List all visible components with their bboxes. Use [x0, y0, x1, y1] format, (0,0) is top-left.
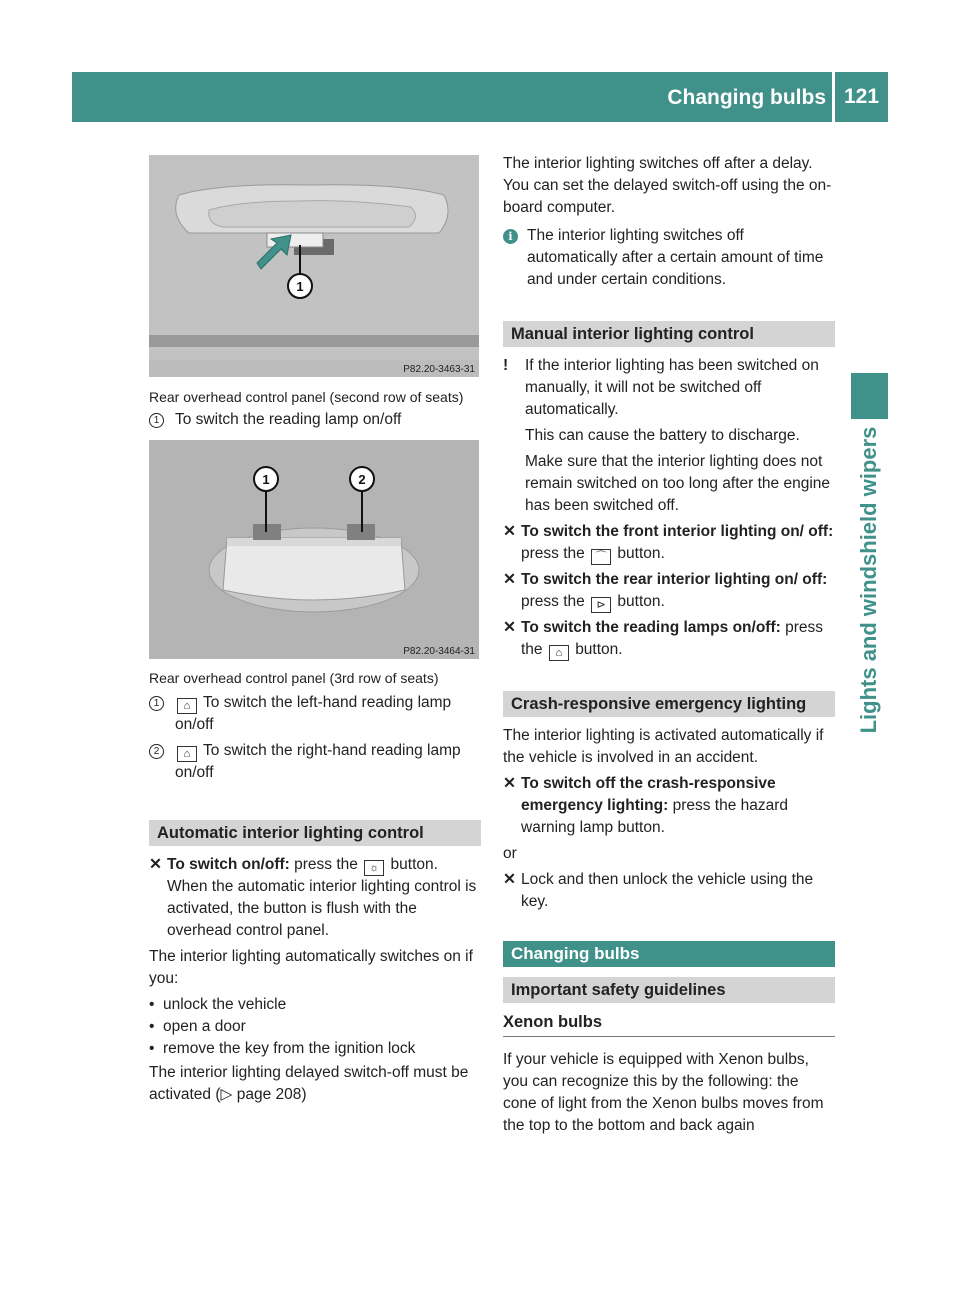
page-header-title: Changing bulbs: [667, 86, 826, 109]
warning-note: [503, 355, 835, 521]
action-label: To switch the front interior lighting on/ off:: [521, 523, 834, 540]
action-text: button.: [617, 593, 665, 610]
front-lighting-icon: ⌒: [591, 549, 611, 565]
legend-number: 2: [149, 744, 164, 759]
photo2-callout-1: 1: [262, 472, 270, 487]
page-reference-paragraph[interactable]: The interior lighting delayed switch-off must be activated (▷ page 208): [149, 1064, 469, 1103]
action-label: To switch on/off:: [167, 856, 290, 873]
or-label: or: [503, 845, 517, 862]
info-icon: i: [503, 229, 518, 244]
action-crash-lighting-off: [503, 773, 835, 839]
action-marker-icon: ✕: [503, 871, 516, 888]
left-section-automatic: [149, 820, 481, 1110]
list-item: • unlock the vehicle: [149, 994, 481, 1016]
paragraph: The interior lighting is activated automatically if the vehicle is involved in an accident.: [503, 727, 824, 766]
action-text: press the: [521, 619, 823, 658]
legend-number: 1: [149, 696, 164, 711]
action-switch-on-off: [149, 854, 481, 876]
reading-lamp-icon: ⌂: [549, 645, 569, 661]
info-text: The interior lighting switches off automatically after a certain amount of time and under certain conditions.: [527, 227, 824, 288]
action-text: button.: [390, 856, 438, 873]
action-text: button.: [617, 545, 665, 562]
paragraph: The interior lighting automatically switches on if you:: [149, 948, 473, 987]
subheading-xenon: Xenon bulbs: [503, 1011, 835, 1037]
action-text: Lock and then unlock the vehicle using the key.: [521, 871, 814, 910]
list-item-text: open a door: [163, 1018, 246, 1035]
photo1-caption: Rear overhead control panel (second row of seats): [149, 389, 464, 405]
section-heading-automatic: Automatic interior lighting control: [149, 820, 481, 846]
reading-lamp-icon: ⌂: [177, 746, 197, 762]
photo2-code: P82.20-3464-31: [403, 646, 475, 657]
warning-text: This can cause the battery to discharge.: [525, 427, 800, 444]
action-text: button.: [575, 641, 623, 658]
photo-third-row-panel: [149, 440, 479, 659]
legend-text: To switch the left-hand reading lamp on/off: [175, 694, 452, 733]
left-caption-block-1: [149, 387, 484, 431]
legend-text: To switch the right-hand reading lamp on/off: [175, 742, 461, 781]
section-heading-manual: Manual interior lighting control: [503, 321, 835, 347]
legend-item: [149, 740, 484, 784]
action-label: To switch the reading lamps on/off:: [521, 619, 781, 636]
photo1-callout-1: 1: [296, 279, 304, 294]
legend-number: 1: [149, 413, 164, 428]
action-label: To switch the rear interior lighting on/ off:: [521, 571, 828, 588]
paragraph: The interior lighting switches off after a delay. You can set the delayed switch-off using the on-board computer.: [503, 155, 832, 216]
action-marker-icon: ✕: [503, 571, 516, 588]
legend-text: To switch the reading lamp on/off: [175, 411, 402, 428]
right-column: [503, 153, 835, 1141]
action-label: To switch off the crash-responsive emergency lighting:: [521, 775, 776, 814]
legend-item: [149, 409, 484, 431]
list-item: • remove the key from the ignition lock: [149, 1038, 481, 1060]
action-marker-icon: ✕: [503, 775, 516, 792]
warning-text: If the interior lighting has been switched on manually, it will not be switched off automatically.: [525, 357, 819, 418]
left-caption-block-2: [149, 668, 484, 784]
list-item-text: unlock the vehicle: [163, 996, 287, 1013]
action-reading-lamps: [503, 617, 835, 661]
section-heading-crash: Crash-responsive emergency lighting: [503, 691, 835, 717]
action-front-lighting: [503, 521, 835, 565]
action-note: When the automatic interior lighting control is activated, the button is flush with the overhead control panel.: [167, 878, 477, 939]
photo-second-row-panel: [149, 155, 479, 377]
action-text: press the: [521, 593, 585, 610]
side-tab-marker: [851, 373, 888, 419]
section-heading-changing-bulbs: Changing bulbs: [503, 941, 835, 967]
side-tab-label: Lights and windshield wipers: [856, 426, 881, 734]
list-item: • open a door: [149, 1016, 481, 1038]
auto-lighting-icon: ☼: [364, 860, 384, 876]
photo2-caption: Rear overhead control panel (3rd row of seats): [149, 670, 439, 686]
paragraph: If your vehicle is equipped with Xenon bulbs, you can recognize this by the following: the cone of light from the Xenon bulbs moves from the top to the bottom and back again: [503, 1051, 824, 1134]
rear-lighting-icon: ⊳: [591, 597, 611, 613]
page-number: 121: [835, 72, 888, 122]
info-note: [503, 225, 835, 291]
action-text: press the: [521, 545, 585, 562]
warning-icon: !: [503, 357, 509, 374]
section-heading-safety: Important safety guidelines: [503, 977, 835, 1003]
action-text: press the: [294, 856, 358, 873]
warning-text: Make sure that the interior lighting does not remain switched on too long after the engine has been switched off.: [525, 453, 831, 514]
action-rear-lighting: [503, 569, 835, 613]
legend-item: [149, 692, 484, 736]
action-marker-icon: ✕: [149, 856, 162, 873]
list-item-text: remove the key from the ignition lock: [163, 1040, 416, 1057]
action-marker-icon: ✕: [503, 523, 516, 540]
action-text: press the hazard warning lamp button.: [521, 797, 789, 836]
reading-lamp-icon: ⌂: [177, 698, 197, 714]
action-lock-unlock: [503, 869, 835, 913]
action-marker-icon: ✕: [503, 619, 516, 636]
photo2-callout-2: 2: [358, 472, 366, 487]
photo1-code: P82.20-3463-31: [403, 364, 475, 375]
